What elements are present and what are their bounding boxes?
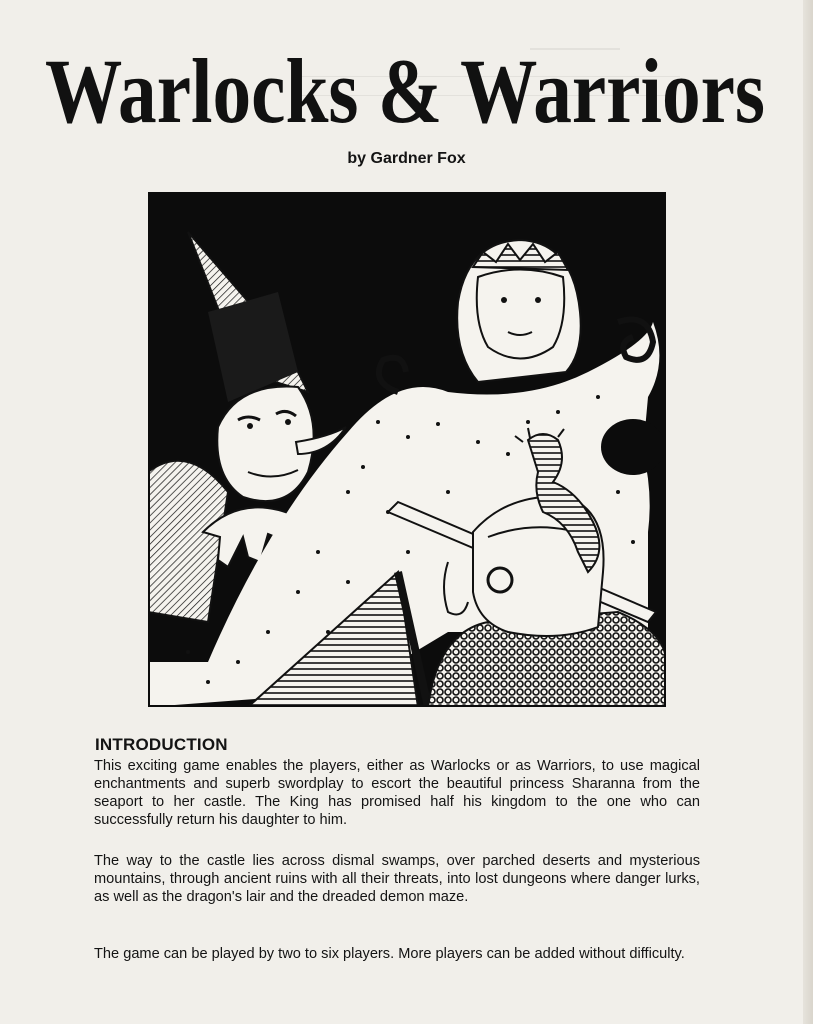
wizard-princess-knight-dragon-illustration-icon — [148, 192, 666, 707]
author-byline: by Gardner Fox — [347, 150, 466, 167]
cover-illustration — [148, 192, 666, 707]
introduction-paragraph: The way to the castle lies across dismal swamps, over parched deserts and mysterious mountains, through ancient ruins with all their threats, into lost dungeons where danger lurks, as well as the dragon's lair and the dreaded demon maze. — [94, 853, 700, 905]
game-title-text: Warlocks & Warriors — [45, 40, 765, 140]
introduction-paragraph: This exciting game enables the players, either as Warlocks or as Warriors, to use magical enchantments and superb swordplay to escort the beautiful princess Sharanna from the seaport to her castle. The King has promised half his kingdom to the one who can successfully return his daughter to him. — [94, 758, 700, 828]
introduction-paragraph: The game can be played by two to six players. More players can be added without difficulty. — [94, 946, 685, 962]
introduction-heading: INTRODUCTION — [95, 735, 228, 754]
game-title — [38, 30, 773, 140]
